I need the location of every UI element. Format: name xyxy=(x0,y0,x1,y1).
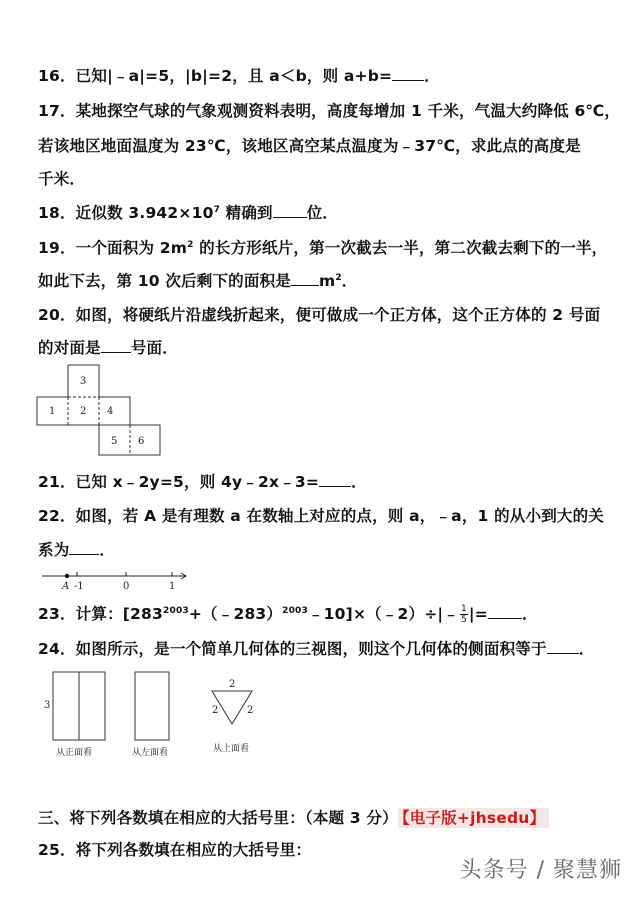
question-21: 21．已知 x﹣2y=5，则 4y﹣2x﹣3= ． xyxy=(38,473,367,491)
question-19-line1: 19．一个面积为 $2m^2$ 的长方形纸片，第一次截去一半，第二次截去剩下的一半， xyxy=(38,239,608,257)
top-view-caption: 从上面看 xyxy=(213,744,250,754)
tick-label-neg1: -1 xyxy=(74,581,84,592)
question-16-text: 16．已知|﹣a|=5，|b|=2，且 a＜b，则 a+b= xyxy=(38,67,393,85)
question-18: 18．近似数 $3.942\times 10^7$ 精确到 位． xyxy=(38,204,339,222)
question-20-line2: 的对面是 号面． xyxy=(38,339,178,357)
answer-blank xyxy=(392,66,424,81)
question-17-line3: 千米． xyxy=(38,170,86,188)
point-a-marker xyxy=(65,574,69,578)
net-label-3: 3 xyxy=(80,376,87,387)
answer-blank xyxy=(488,604,522,619)
question-22-line2: 系为 ． xyxy=(38,541,116,559)
net-label-4: 4 xyxy=(107,406,114,417)
answer-blank xyxy=(291,271,319,286)
net-label-5: 5 xyxy=(111,436,118,447)
left-view-shape xyxy=(135,672,169,740)
answer-blank xyxy=(547,639,579,654)
number-line-figure xyxy=(40,568,190,592)
point-a-label: A xyxy=(62,581,70,592)
left-view-caption: 从左面看 xyxy=(132,748,169,758)
top-view-side-label-right: 2 xyxy=(247,705,254,716)
question-17-line1: 17．某地探空气球的气象观测资料表明，高度每增加 1 千米，气温大约降低 6℃， xyxy=(38,102,621,120)
cube-net-figure xyxy=(36,364,161,456)
question-20-line1: 20．如图，将硬纸片沿虚线折起来，便可做成一个正方体，这个正方体的 2 号面 xyxy=(38,306,601,324)
answer-blank xyxy=(69,540,99,555)
net-label-1: 1 xyxy=(49,406,56,417)
top-view-side-label-top: 2 xyxy=(229,679,236,690)
question-23: 23．计算：$[283^{2003}+(﹣283)^{2003}﹣10]\times(﹣2)\div|﹣$ $\frac{1}{5}$ |= ． xyxy=(38,604,538,625)
net-label-6: 6 xyxy=(138,436,145,447)
answer-blank xyxy=(101,338,131,353)
three-views-figure xyxy=(40,668,280,760)
question-19-line2: 如此下去，第 10 次后剩下的面积是 $m^2$． xyxy=(38,272,358,290)
front-view-height-label: 3 xyxy=(44,700,51,711)
tick-label-1: 1 xyxy=(169,581,176,592)
top-view-side-label-left: 2 xyxy=(212,705,219,716)
section-3-heading: 三、将下列各数填在相应的大括号里：（本题 3 分） 【电子版+jhsedu】 xyxy=(38,806,549,828)
tick-label-0: 0 xyxy=(123,581,130,592)
front-view-caption: 从正面看 xyxy=(56,748,93,758)
answer-blank xyxy=(273,203,307,218)
watermark: 头条号 / 聚慧狮 xyxy=(459,858,622,883)
source-tag: 【电子版+jhsedu】 xyxy=(398,808,549,828)
fraction: $\frac{1}{5}$ xyxy=(460,604,467,625)
question-22-line1: 22．如图，若 A 是有理数 a 在数轴上对应的点，则 a，﹣a，1 的从小到大的关 xyxy=(38,507,605,525)
net-label-2: 2 xyxy=(80,406,87,417)
question-25: 25．将下列各数填在相应的大括号里： xyxy=(38,841,312,859)
question-24: 24．如图所示，是一个简单几何体的三视图，则这个几何体的侧面积等于 ． xyxy=(38,640,595,658)
answer-blank xyxy=(319,472,351,487)
question-17-line2: 若该地区地面温度为 23℃，该地区高空某点温度为﹣37℃，求此点的高度是 xyxy=(38,137,581,155)
question-16: 16．已知|﹣a|=5，|b|=2，且 a＜b，则 a+b= ． xyxy=(38,67,440,85)
